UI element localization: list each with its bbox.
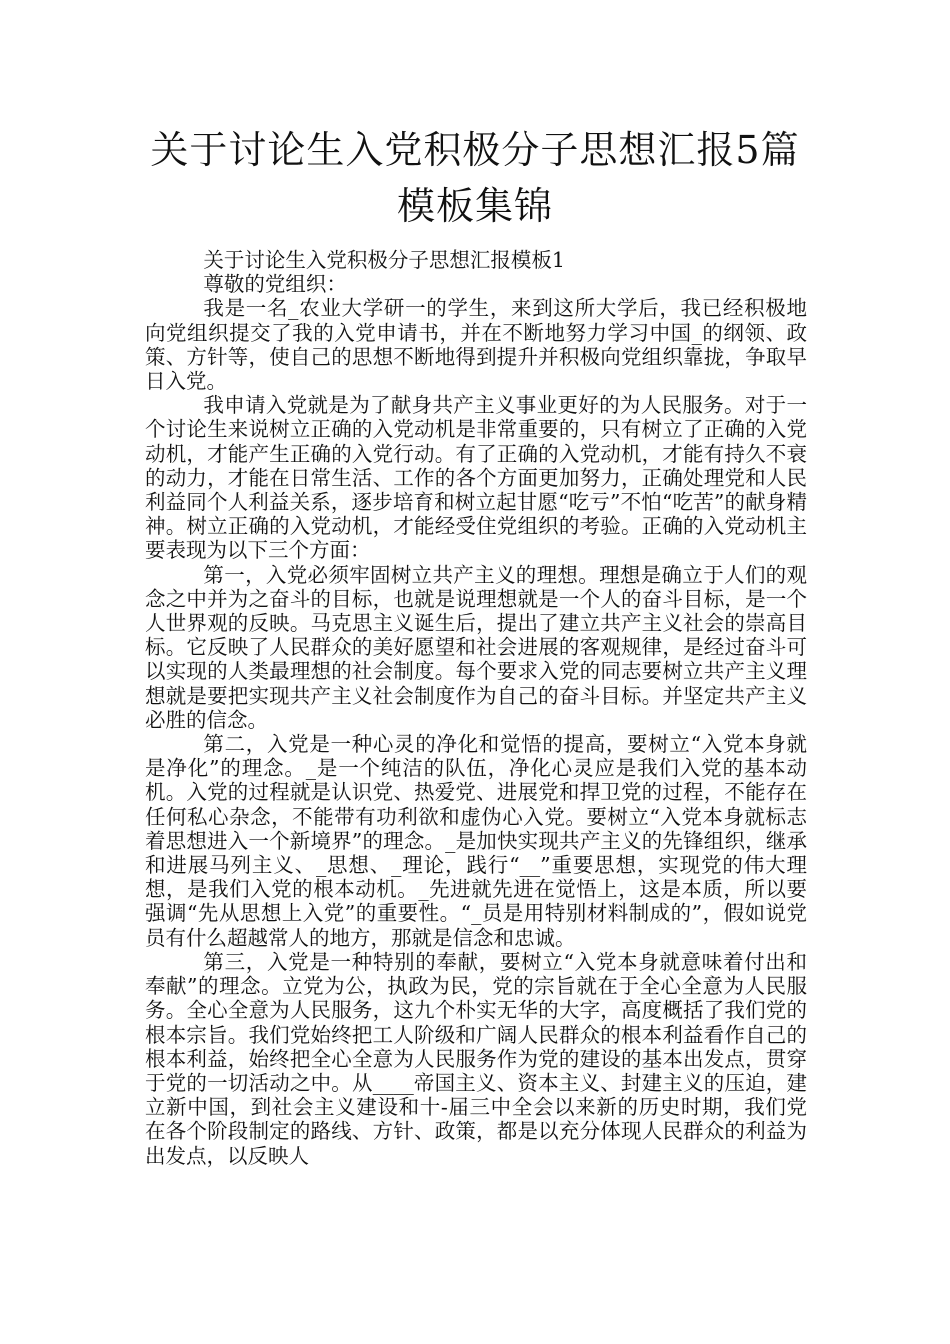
- paragraph: 我是一名_农业大学研一的学生，来到这所大学后，我已经积极地向党组织提交了我的入党申请书，并在不断地努力学习中国_的纲领、政策、方针等，使自己的思想不断地得到提升并积极向党组织靠拢，争取早日入党。: [145, 296, 807, 394]
- paragraph: 我申请入党就是为了献身共产主义事业更好的为人民服务。对于一个讨论生来说树立正确的入党动机是非常重要的，只有树立了正确的入党动机，才能产生正确的入党行动。有了正确的入党动机，才能有持久不衰的动力，才能在日常生活、工作的各个方面更加努力，正确处理党和人民利益同个人利益关系，逐步培育和树立起甘愿“吃亏”不怕“吃苦”的献身精神。树立正确的入党动机，才能经受住党组织的考验。正确的入党动机主要表现为以下三个方面：: [145, 393, 807, 563]
- paragraph: 第三，入党是一种特别的奉献，要树立“入党本身就意味着付出和奉献”的理念。立党为公，执政为民，党的宗旨就在于全心全意为人民服务。全心全意为人民服务，这九个朴实无华的大字，高度概括了我们党的根本宗旨。我们党始终把工人阶级和广阔人民群众的根本利益看作自己的根本利益，始终把全心全意为人民服务作为党的建设的基本出发点，贯穿于党的一切活动之中。从____帝国主义、资本主义、封建主义的压迫，建立新中国，到社会主义建设和十-届三中全会以来新的历史时期，我们党在各个阶段制定的路线、方针、政策，都是以充分体现人民群众的利益为出发点，以反映人: [145, 949, 807, 1168]
- salutation: 尊敬的党组织：: [203, 272, 347, 297]
- document-title: 关于讨论生入党积极分子思想汇报5篇模板集锦: [150, 128, 800, 228]
- paragraph: 第一，入党必须牢固树立共产主义的理想。理想是确立于人们的观念之中并为之奋斗的目标，也就是说理想就是一个人的奋斗目标，是一个人世界观的反映。马克思主义诞生后，提出了建立共产主义社会的崇高目标。它反映了人民群众的美好愿望和社会进展的客观规律，是经过奋斗可以实现的人类最理想的社会制度。每个要求入党的同志要树立共产主义理想就是要把实现共产主义社会制度作为自己的奋斗目标。并坚定共产主义必胜的信念。: [145, 562, 807, 732]
- paragraph: 第二，入党是一种心灵的净化和觉悟的提高，要树立“入党本身就是净化”的理念。_是一个纯洁的队伍，净化心灵应是我们入党的基本动机。入党的过程就是认识党、热爱党、进展党和捍卫党的过程，不能存在任何私心杂念，不能带有功利欲和虚伪心入党。要树立“入党本身就标志着思想进入一个新境界”的理念。_是加快实现共产主义的先锋组织，继承和进展马列主义、_思想、_理论，践行“__”重要思想，实现党的伟大理想，是我们入党的根本动机。_先进就先进在觉悟上，这是本质，所以要强调“先从思想上入党”的重要性。“_员是用特别材料制成的”，假如说党员有什么超越常人的地方，那就是信念和忠诚。: [145, 732, 807, 950]
- document-body: [145, 248, 807, 1168]
- section-heading: 关于讨论生入党积极分子思想汇报模板1: [203, 248, 565, 272]
